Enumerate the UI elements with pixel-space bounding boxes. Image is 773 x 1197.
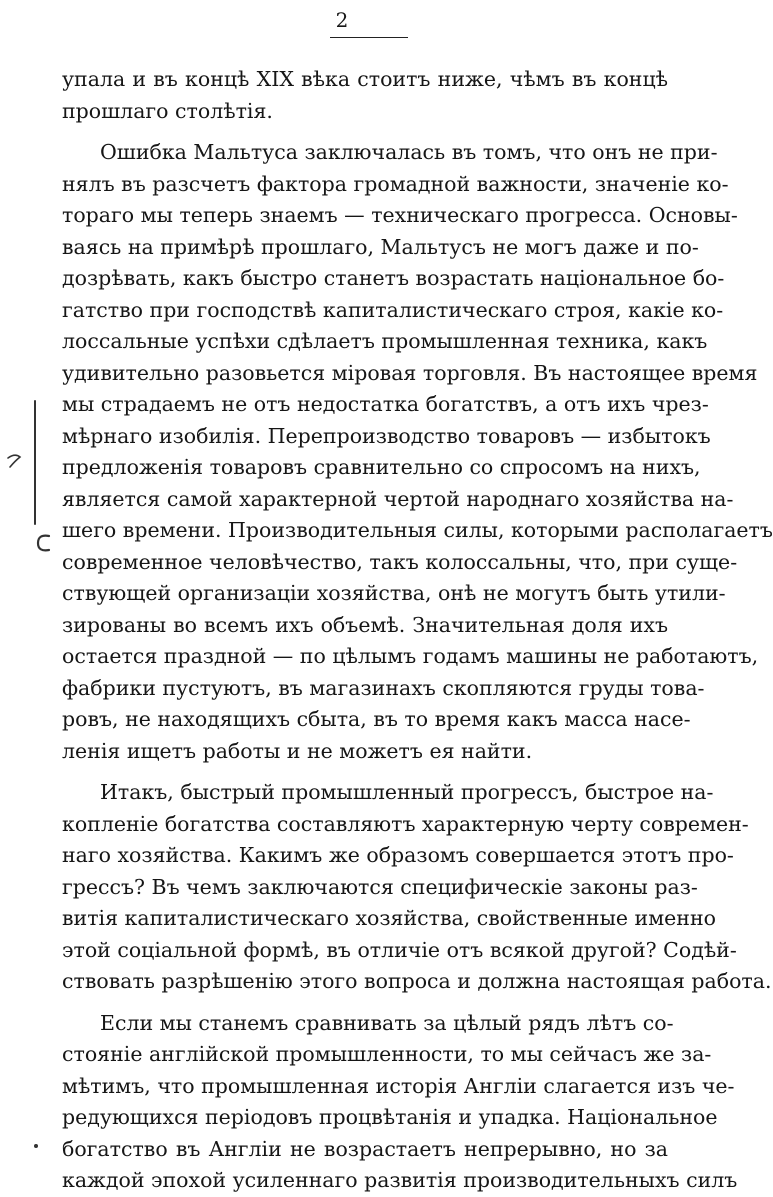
text-line: богатство въ Англіи не возрастаетъ непрерывно, но за bbox=[62, 1136, 668, 1161]
text-line: является самой характерной чертой народнаго хозяйства на- bbox=[62, 486, 734, 511]
text-line: ваясь на примѣрѣ прошлаго, Мальтусъ не могъ даже и по- bbox=[62, 234, 699, 259]
text-line: шего времени. Производительныя силы, которыми располагаетъ bbox=[62, 518, 773, 542]
paragraph bbox=[62, 64, 668, 127]
text-line: современное человѣчество, такъ колоссальны, что, при суще- bbox=[62, 549, 738, 574]
text-line: остается праздной — по цѣлымъ годамъ машины не работаютъ, bbox=[62, 644, 759, 668]
paragraph bbox=[62, 137, 773, 767]
text-line: ствовать разрѣшенію этого вопроса и должна настоящая работа. bbox=[62, 969, 772, 993]
margin-dot-mark bbox=[34, 1144, 38, 1148]
text-line: гатство при господствѣ капиталистическаго строя, какіе ко- bbox=[62, 297, 724, 322]
text-line: прошлаго столѣтія. bbox=[62, 98, 273, 123]
text-line: упала и въ концѣ XIX вѣка стоитъ ниже, чѣмъ въ концѣ bbox=[62, 67, 668, 91]
margin-circle-mark bbox=[34, 532, 54, 554]
text-line: мы страдаемъ не отъ недостатка богатствъ, а отъ ихъ чрез- bbox=[62, 392, 709, 416]
text-line: копленіе богатства составляютъ характерную черту современ- bbox=[62, 811, 749, 836]
text-line: грессъ? Въ чемъ заключаются специфическіе законы раз- bbox=[62, 874, 698, 899]
text-line: этой соціальной формѣ, въ отличіе отъ всякой другой? Содѣй- bbox=[62, 937, 737, 962]
text-line: редующихся періодовъ процвѣтанія и упадка. Національное bbox=[62, 1105, 718, 1129]
text-line: мѣрнаго изобилія. Перепроизводство товаровъ — избытокъ bbox=[62, 423, 711, 448]
text-line: наго хозяйства. Какимъ же образомъ совершается этотъ про- bbox=[62, 843, 734, 867]
text-line: дозрѣвать, какъ быстро станетъ возрастать національное бо- bbox=[62, 266, 725, 290]
text-line: удивительно разовьется міровая торговля. Въ настоящее время bbox=[62, 360, 758, 385]
text-line: лоссальные успѣхи сдѣлаетъ промышленная техника, какъ bbox=[62, 329, 708, 353]
text-line: ствующей организаціи хозяйства, онѣ не могутъ быть утили- bbox=[62, 581, 726, 605]
text-line: каждой эпохой усиленнаго развитія производительныхъ силъ bbox=[62, 1168, 738, 1192]
text-line: Если мы станемъ сравнивать за цѣлый рядъ лѣтъ со- bbox=[100, 1010, 674, 1035]
text-line: предложенія товаровъ сравнительно со спросомъ на нихъ, bbox=[62, 455, 701, 479]
text-line: стояніе англійской промышленности, то мы сейчасъ же за- bbox=[62, 1042, 712, 1066]
text-line: витія капиталистическаго хозяйства, свойственные именно bbox=[62, 906, 716, 930]
text-line: Итакъ, быстрый промышленный прогрессъ, быстрое на- bbox=[100, 780, 714, 804]
body-text bbox=[62, 64, 773, 1197]
text-line: зированы во всемъ ихъ объемѣ. Значительная доля ихъ bbox=[62, 612, 668, 637]
text-line: фабрики пустуютъ, въ магазинахъ скопляются груды това- bbox=[62, 675, 705, 700]
paragraph bbox=[62, 1008, 738, 1197]
text-line: Ошибка Мальтуса заключалась въ томъ, что онъ не при- bbox=[100, 140, 718, 164]
text-line: нялъ въ разсчетъ фактора громадной важности, значеніе ко- bbox=[62, 171, 729, 196]
text-line: ленія ищетъ работы и не можетъ ея найти. bbox=[62, 738, 533, 763]
text-line: тораго мы теперь знаемъ — техническаго прогресса. Основы- bbox=[62, 203, 738, 227]
header-rule bbox=[330, 37, 408, 38]
text-line: ровъ, не находящихъ сбыта, въ то время какъ масса насе- bbox=[62, 707, 691, 731]
margin-bar-mark bbox=[34, 400, 36, 525]
margin-hook-mark bbox=[6, 452, 24, 472]
text-line: мѣтимъ, что промышленная исторія Англіи слагается изъ че- bbox=[62, 1073, 735, 1098]
page-number: 2 bbox=[335, 8, 349, 32]
paragraph bbox=[62, 777, 772, 998]
